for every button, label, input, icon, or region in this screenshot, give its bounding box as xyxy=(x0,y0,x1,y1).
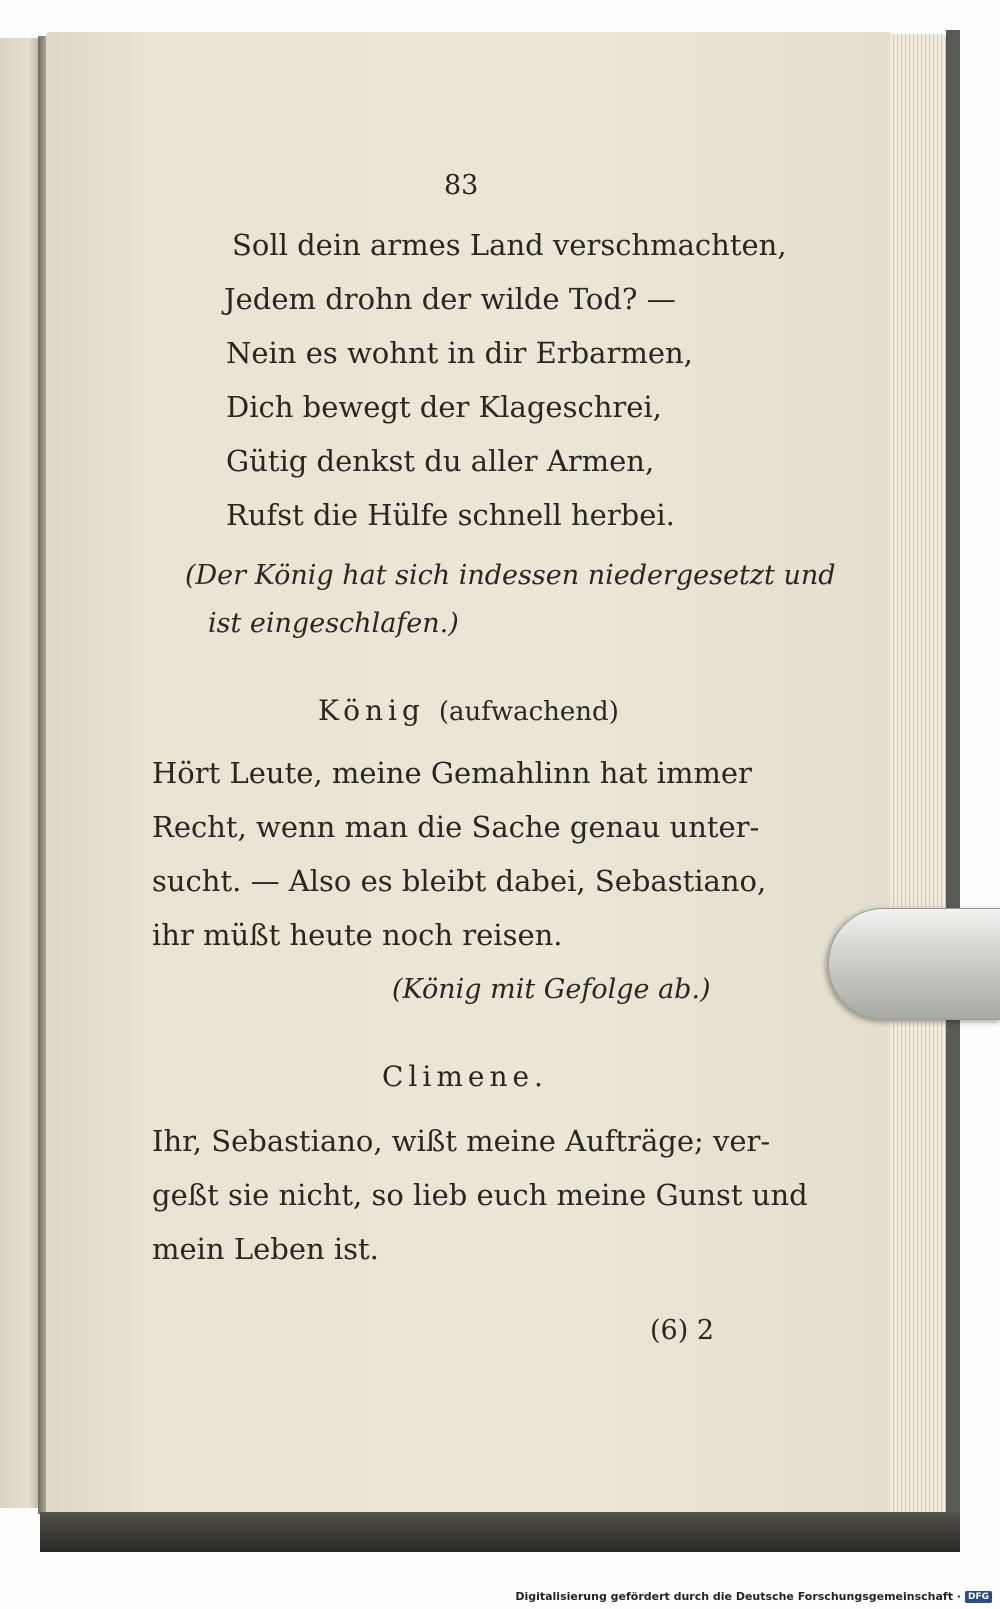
speaker-heading xyxy=(382,1060,548,1093)
speech-line: mein Leben ist. xyxy=(152,1232,379,1266)
speech-line: Ihr, Sebastiano, wißt meine Aufträge; ver- xyxy=(152,1124,771,1158)
dfg-logo: DFG xyxy=(965,1591,992,1603)
bottom-shadow xyxy=(40,1512,960,1552)
speech-line: geßt sie nicht, so lieb euch meine Gunst und xyxy=(152,1178,808,1212)
verse-line: Soll dein armes Land verschmachten, xyxy=(232,228,787,262)
stage-direction: (König mit Gefolge ab.) xyxy=(392,974,711,1005)
page-clip xyxy=(828,908,1000,1020)
verse-line: Rufst die Hülfe schnell herbei. xyxy=(226,498,675,532)
speaker-heading xyxy=(318,694,619,727)
speaker-name: König xyxy=(318,694,425,727)
signature-mark: (6) 2 xyxy=(650,1315,715,1346)
speaker-aside: (aufwachend) xyxy=(438,697,619,727)
verse-line: Nein es wohnt in dir Erbarmen, xyxy=(226,336,693,370)
verse-line: Jedem drohn der wilde Tod? — xyxy=(224,282,676,316)
stage-direction: (Der König hat sich indessen niedergesetzt und xyxy=(185,560,836,591)
speech-line: Hört Leute, meine Gemahlinn hat immer xyxy=(152,756,752,790)
stage-direction: ist eingeschlafen.) xyxy=(208,608,459,639)
book-cover-edge xyxy=(946,30,960,1520)
speaker-name: Climene. xyxy=(382,1060,548,1093)
speech-line: ihr müßt heute noch reisen. xyxy=(152,918,563,952)
page-number: 83 xyxy=(444,170,479,201)
verse-line: Dich bewegt der Klageschrei, xyxy=(226,390,662,424)
footer-credit xyxy=(515,1590,992,1603)
speech-line: Recht, wenn man die Sache genau unter- xyxy=(152,810,760,844)
speech-line: sucht. — Also es bleibt dabei, Sebastiano, xyxy=(152,864,767,898)
verse-line: Gütig denkst du aller Armen, xyxy=(226,444,655,478)
page-edges xyxy=(890,34,950,1516)
footer-text: Digitalisierung gefördert durch die Deutsche Forschungsgemeinschaft · xyxy=(515,1590,961,1603)
left-page-edge xyxy=(0,38,42,1508)
